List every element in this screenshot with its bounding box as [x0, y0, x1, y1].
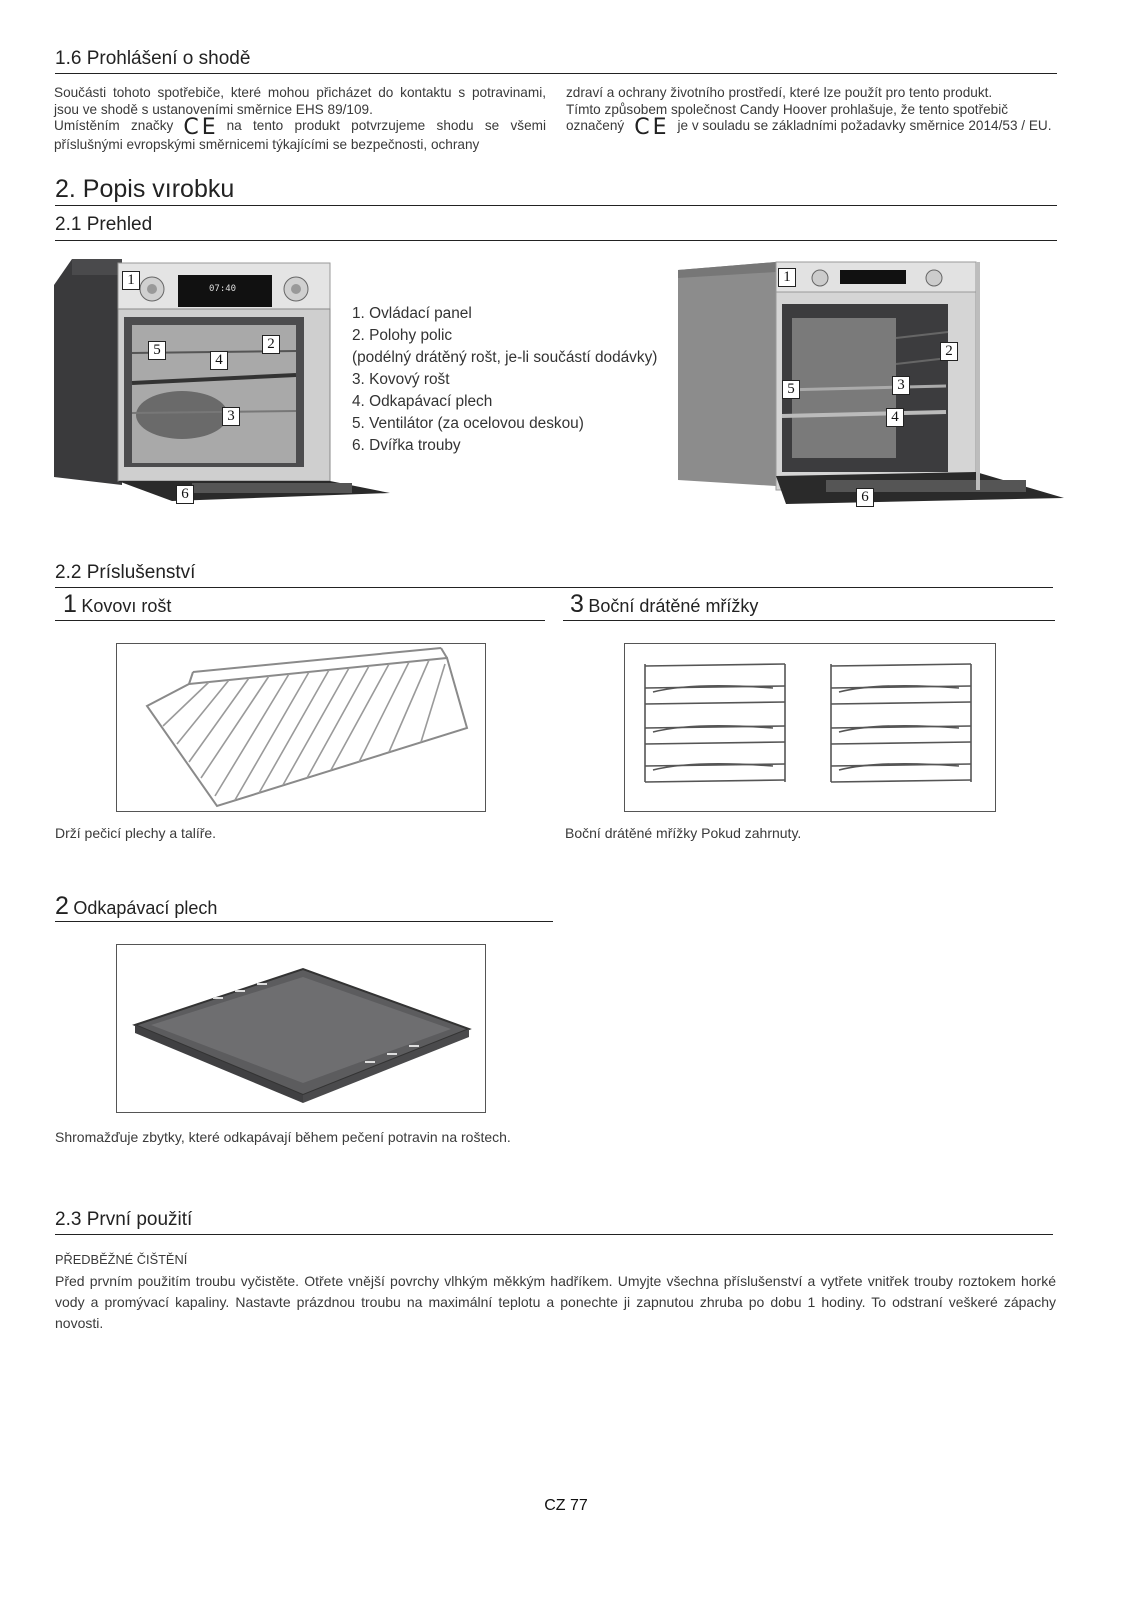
- accessory-2-heading: [55, 892, 217, 921]
- accessory-number: 1: [63, 590, 77, 618]
- label-3: 3: [222, 407, 240, 426]
- ce-mark-icon: CE: [634, 115, 670, 140]
- oven-front-illustration: [52, 255, 392, 505]
- divider: [55, 240, 1057, 241]
- accessory-1-heading: [63, 590, 171, 619]
- section-title-1-6: 1.6 Prohlášení o shodě: [55, 48, 251, 69]
- divider: [55, 73, 1057, 74]
- conformity-text-4: Tímto způsobem společnost Candy Hoover prohlašuje, že tento spotřebič: [566, 101, 1009, 117]
- accessory-1-caption: Drží pečicí plechy a talíře.: [55, 825, 217, 841]
- legend-item: 3. Kovový rošt: [352, 371, 450, 388]
- conformity-text-3: zdraví a ochrany životního prostředí, které lze použít pro tento produkt.: [566, 85, 993, 100]
- divider: [55, 1234, 1053, 1235]
- section-title-2-3: 2.3 První použití: [55, 1209, 193, 1230]
- label-6: 6: [856, 488, 874, 507]
- divider: [55, 587, 1053, 588]
- legend-item: 6. Dvířka trouby: [352, 437, 461, 454]
- accessory-number: 3: [570, 590, 584, 618]
- first-use-paragraph: Před prvním použitím troubu vyčistěte. Otřete vnější povrchy vlhkým měkkým hadříkem. Umyjte všechna příslušenství a vytřete vnitřek trouby roztokem horké vody a promývací kapaliny. Nastavte prázdnou troubu na maximální teplotu a ponechte ji zapnutou zhruba po dobu 1 hodiny. To odstraní veškeré zápachy novosti.: [55, 1273, 1056, 1331]
- divider: [55, 620, 545, 621]
- accessory-title: Odkapávací plech: [73, 898, 218, 918]
- section-title-2-1: 2.1 Prehled: [55, 214, 153, 235]
- conformity-text-2b: na tento produkt potvrzujeme shodu se všemi příslušnými evropskými směrnicemi týkajícími se bezpečnosti, ochrany: [54, 118, 547, 152]
- legend-item: (podélný drátěný rošt, je-li součástí dodávky): [352, 349, 658, 366]
- label-6: 6: [176, 485, 194, 504]
- overview-legend: [352, 303, 657, 457]
- label-1: 1: [778, 268, 796, 287]
- legend-item: 5. Ventilátor (za ocelovou deskou): [352, 415, 584, 432]
- legend-item: 2. Polohy polic: [352, 327, 453, 344]
- accessory-title: Kovovı rošt: [81, 596, 172, 616]
- label-5: 5: [148, 341, 166, 360]
- label-2: 2: [940, 342, 958, 361]
- section-title-2: 2. Popis vırobku: [55, 175, 235, 203]
- drip-tray-image: [116, 944, 486, 1113]
- accessory-title: Boční drátěné mřížky: [588, 596, 759, 616]
- oven-display-time: 07:40: [209, 284, 237, 294]
- conformity-right-paragraph: [566, 85, 1058, 140]
- wire-rack-image: [116, 643, 486, 812]
- oven-side-illustration: [676, 258, 1066, 508]
- ce-mark-icon: CE: [183, 115, 219, 140]
- accessory-2-caption: Shromažďuje zbytky, které odkapávají během pečení potravin na roštech.: [55, 1129, 511, 1145]
- subsection-heading: PŘEDBĚŽNÉ ČIŠTĚNÍ: [55, 1252, 188, 1267]
- divider: [55, 921, 553, 922]
- legend-item: 1. Ovládací panel: [352, 305, 472, 322]
- accessory-3-caption: Boční drátěné mřížky Pokud zahrnuty.: [565, 825, 802, 841]
- label-4: 4: [886, 408, 904, 427]
- conformity-text-2a: Umístěním značky: [54, 118, 174, 133]
- section-title-2-2: 2.2 Príslušenství: [55, 562, 196, 583]
- page-number: CZ 77: [544, 1497, 588, 1514]
- label-4: 4: [210, 351, 228, 370]
- label-1: 1: [122, 271, 140, 290]
- side-wire-racks-image: [624, 643, 996, 812]
- divider: [55, 205, 1057, 206]
- conformity-text-5b: je v souladu se základními požadavky směrnice 2014/53 / EU.: [677, 118, 1052, 133]
- label-3: 3: [892, 376, 910, 395]
- label-5: 5: [782, 380, 800, 399]
- conformity-left-paragraph: [54, 85, 546, 153]
- accessory-number: 2: [55, 892, 69, 920]
- conformity-text-1: Součásti tohoto spotřebiče, které mohou přicházet do kontaktu s potravinami, jsou ve shodě s ustanoveními směrnice EHS 89/109.: [54, 85, 546, 117]
- label-2: 2: [262, 335, 280, 354]
- legend-item: 4. Odkapávací plech: [352, 393, 493, 410]
- divider: [563, 620, 1055, 621]
- conformity-text-5a: označený: [566, 118, 625, 133]
- accessory-3-heading: [570, 590, 758, 619]
